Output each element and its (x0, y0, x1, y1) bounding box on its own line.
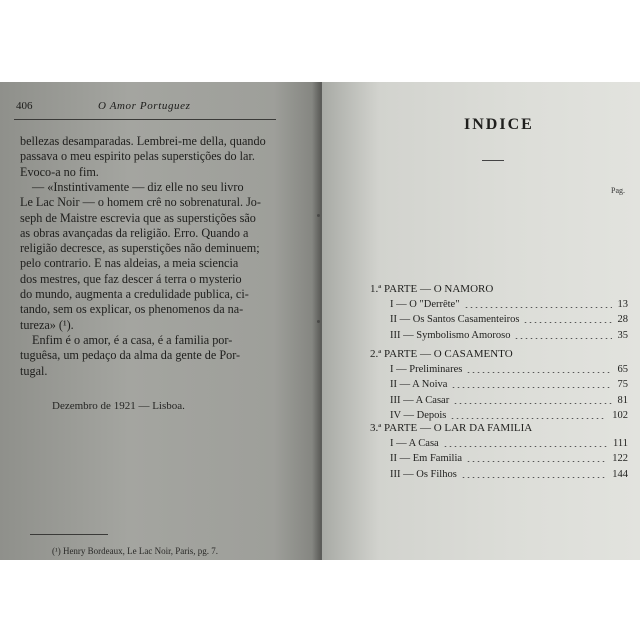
toc-entry-page: 75 (617, 379, 628, 391)
body-line: tando, sem os explicar, os phenomenos da na- (20, 302, 244, 317)
toc-entry (390, 453, 628, 467)
leader-dots (523, 322, 611, 323)
page-number: 406 (16, 100, 33, 112)
toc-entry (390, 469, 628, 483)
leader-dots (451, 387, 611, 388)
toc-entry-label: II — Em Familia (390, 453, 463, 465)
leader-dots (453, 403, 611, 404)
toc-entry-page: 122 (612, 453, 628, 465)
toc-entry-page: 111 (613, 438, 628, 449)
footnote: (¹) Henry Bordeaux, Le Lac Noir, Paris, pg. 7. (52, 546, 219, 556)
body-line: bellezas desamparadas. Lembrei-me della, quando (20, 134, 266, 148)
body-line: seph de Maistre escrevia que as superstições são (20, 210, 256, 225)
body-line: tureza» (¹). (20, 317, 74, 332)
toc-entry-page: 35 (617, 329, 628, 341)
toc-entry-label: IV — Depois (390, 409, 447, 421)
title-dash (482, 160, 504, 161)
toc-entry (390, 314, 628, 328)
toc-entry-label: I — A Casa (390, 438, 439, 449)
body-line: — «Instintivamente — diz elle no seu livro (32, 179, 244, 194)
dateline: Dezembro de 1921 — Lisboa. (52, 400, 185, 412)
body-line: Enfim é o amor, é a casa, é a familia por- (32, 332, 233, 347)
toc-entry (390, 438, 628, 452)
toc-entry-label: III — Symbolismo Amoroso (390, 329, 511, 341)
leader-dots (443, 446, 607, 447)
toc-entry-label: III — A Casar (390, 394, 450, 406)
running-title: O Amor Portuguez (98, 100, 191, 112)
left-page (0, 82, 322, 560)
leader-dots (466, 461, 606, 462)
header-rule (14, 119, 276, 120)
toc-entry-label: III — Os Filhos (390, 468, 457, 480)
toc-entry-label: II — A Noiva (390, 379, 448, 391)
toc-entry-page: 28 (617, 314, 628, 326)
toc-entry-page: 81 (617, 394, 628, 406)
toc-entry-label: II — Os Santos Casamenteiros (390, 314, 520, 326)
toc-entry (390, 330, 628, 344)
toc-entry (390, 379, 628, 393)
toc-entry-page: 65 (617, 364, 628, 375)
body-line: religião decresce, as superstições não deminuem; (20, 241, 260, 256)
body-line: tugal. (20, 363, 48, 378)
body-line: as obras avançadas da religião. Erro. Quando a (20, 225, 249, 240)
staple-hole (317, 214, 320, 217)
toc-entry-label: I — Preliminares (390, 364, 463, 375)
index-title: INDICE (464, 116, 534, 133)
staple-hole (317, 320, 320, 323)
toc-entry (390, 395, 628, 409)
footnote-rule (30, 534, 108, 535)
body-line: do mundo, augmenta a credulidade publica, ci- (20, 287, 249, 301)
part-heading: 2.ª PARTE — O CASAMENTO (370, 348, 513, 360)
leader-dots (461, 477, 606, 478)
leader-dots (514, 338, 611, 339)
body-line: Le Lac Noir — o homem crê no sobrenatural. Jo- (20, 195, 261, 210)
toc-entry (390, 299, 628, 313)
body-line: tuguêsa, um pedaço da alma da gente de Por- (20, 348, 241, 363)
body-line: passava o meu espirito pelas superstições do lar. (20, 149, 255, 164)
pag-label: Pag. (611, 186, 625, 195)
toc-entry-label: I — O "Derrête" (390, 299, 460, 310)
toc-entry-page: 102 (612, 409, 628, 421)
toc-entry (390, 364, 628, 378)
leader-dots (450, 418, 606, 419)
body-line: Evoco-a no fim. (20, 164, 99, 179)
leader-dots (464, 307, 612, 308)
part-heading: 3.ª PARTE — O LAR DA FAMILIA (370, 422, 533, 434)
part-heading: 1.ª PARTE — O NAMORO (370, 283, 494, 295)
leader-dots (466, 372, 611, 373)
body-line: pelo contrario. E nas aldeias, a meia sciencia (20, 256, 239, 271)
toc-entry-page: 13 (617, 299, 628, 310)
body-line: dos mestres, que faz descer á terra o mysterio (20, 271, 242, 286)
toc-entry-page: 144 (612, 468, 628, 480)
